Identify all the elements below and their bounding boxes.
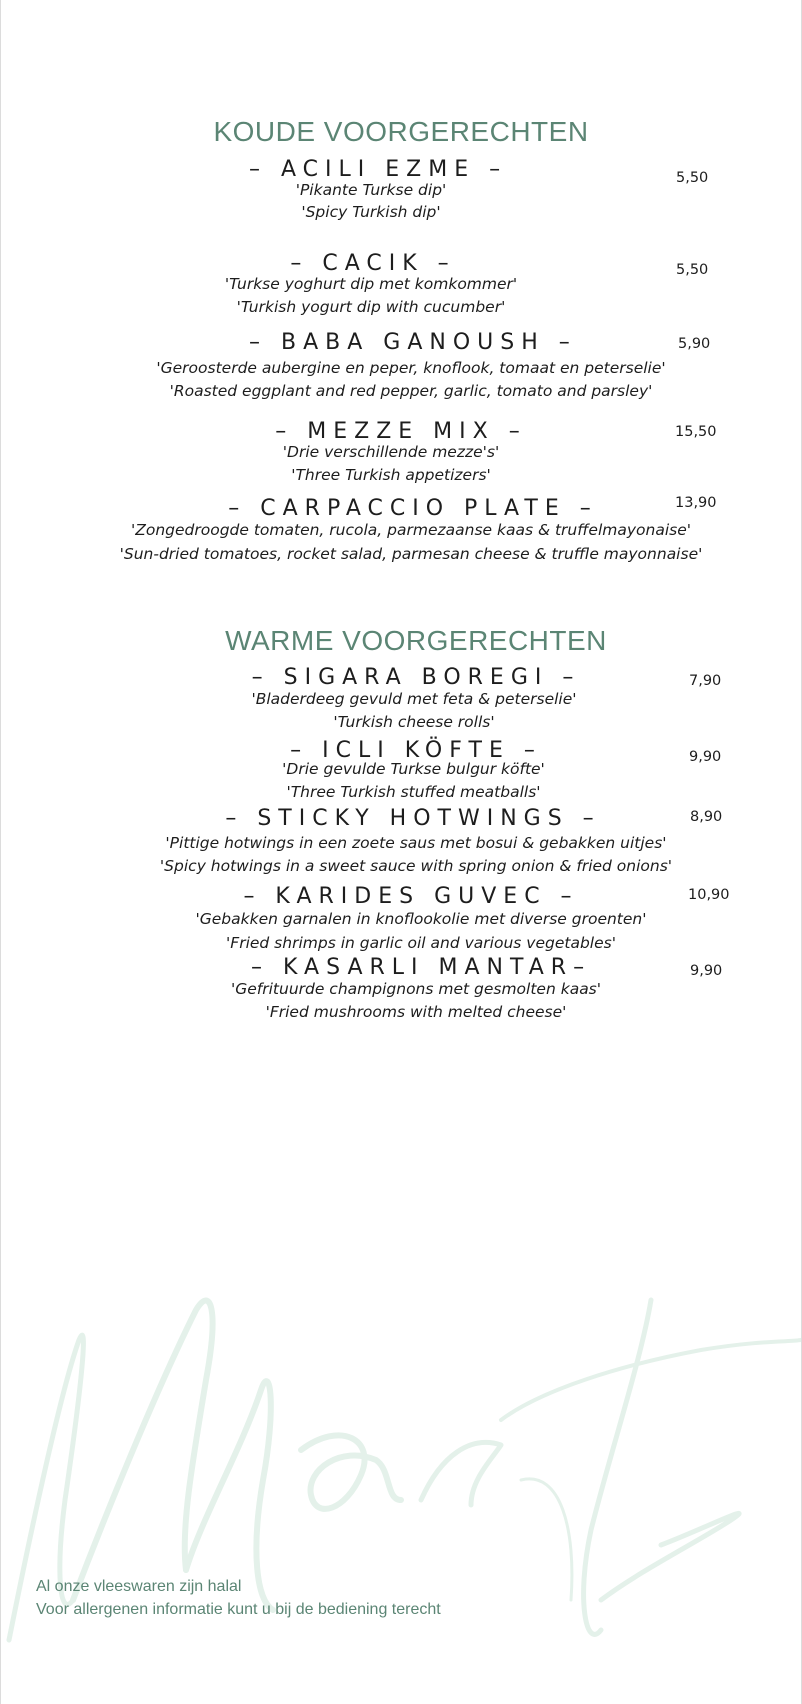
dish-desc-en: 'Turkish cheese rolls' xyxy=(333,713,495,731)
dish-desc-en: 'Sun-dried tomatoes, rocket salad, parmesan cheese & truffle mayonnaise' xyxy=(119,545,703,563)
dish-name: – ACILI EZME – xyxy=(249,157,508,182)
dish-price: 15,50 xyxy=(675,424,717,440)
section-title-warm-starters: WARME VOORGERECHTEN xyxy=(225,625,607,656)
dish-price: 7,90 xyxy=(689,673,722,689)
dish-name: – CARPACCIO PLATE – xyxy=(228,496,598,521)
dish-name: – KARIDES GUVEC – xyxy=(243,884,579,909)
dish-desc-nl: 'Geroosterde aubergine en peper, knoflook, tomaat en peterselie' xyxy=(156,359,666,377)
dish-desc-en: 'Turkish yogurt dip with cucumber' xyxy=(236,298,506,316)
footer-allergen-note: Voor allergenen informatie kunt u bij de bediening terecht xyxy=(36,1601,441,1618)
signature-watermark xyxy=(1,1270,801,1704)
dish-price: 10,90 xyxy=(688,887,730,903)
footer-halal-note: Al onze vleeswaren zijn halal xyxy=(36,1578,242,1595)
dish-name: – CACIK – xyxy=(290,251,456,276)
dish-desc-en: 'Roasted eggplant and red pepper, garlic, tomato and parsley' xyxy=(169,382,653,400)
dish-desc-nl: 'Drie gevulde Turkse bulgur köfte' xyxy=(282,760,545,778)
dish-name: – ICLI KÖFTE – xyxy=(290,738,542,763)
dish-desc-en: 'Spicy hotwings in a sweet sauce with spring onion & fried onions' xyxy=(159,857,673,875)
dish-name: – SIGARA BOREGI – xyxy=(251,665,581,690)
dish-desc-nl: 'Gefrituurde champignons met gesmolten kaas' xyxy=(230,980,602,998)
dish-desc-en: 'Three Turkish appetizers' xyxy=(291,466,491,484)
dish-desc-en: 'Fried shrimps in garlic oil and various vegetables' xyxy=(226,934,616,952)
dish-price: 5,90 xyxy=(678,336,711,352)
dish-desc-nl: 'Pittige hotwings in een zoete saus met bosui & gebakken uitjes' xyxy=(165,834,667,852)
dish-desc-nl: 'Drie verschillende mezze's' xyxy=(282,443,500,461)
dish-price: 13,90 xyxy=(675,495,717,511)
dish-price: 9,90 xyxy=(690,963,723,979)
dish-price: 8,90 xyxy=(690,809,723,825)
dish-name: – KASARLI MANTAR– xyxy=(251,955,592,980)
dish-desc-nl: 'Turkse yoghurt dip met komkommer' xyxy=(224,275,518,293)
dish-name: – BABA GANOUSH – xyxy=(249,330,577,355)
dish-desc-en: 'Fried mushrooms with melted cheese' xyxy=(265,1003,567,1021)
dish-desc-en: 'Three Turkish stuffed meatballs' xyxy=(286,783,541,801)
dish-desc-en: 'Spicy Turkish dip' xyxy=(301,203,441,221)
dish-desc-nl: 'Zongedroogde tomaten, rucola, parmezaanse kaas & truffelmayonaise' xyxy=(130,521,692,539)
section-title-cold-starters: KOUDE VOORGERECHTEN xyxy=(213,116,589,147)
dish-name: – MEZZE MIX – xyxy=(275,419,527,444)
dish-desc-nl: 'Pikante Turkse dip' xyxy=(295,181,447,199)
dish-desc-nl: 'Gebakken garnalen in knoflookolie met diverse groenten' xyxy=(195,910,647,928)
dish-name: – STICKY HOTWINGS – xyxy=(225,806,601,831)
dish-price: 5,50 xyxy=(676,170,709,186)
dish-price: 5,50 xyxy=(676,262,709,278)
dish-desc-nl: 'Bladerdeeg gevuld met feta & peterselie' xyxy=(251,690,577,708)
dish-price: 9,90 xyxy=(689,749,722,765)
